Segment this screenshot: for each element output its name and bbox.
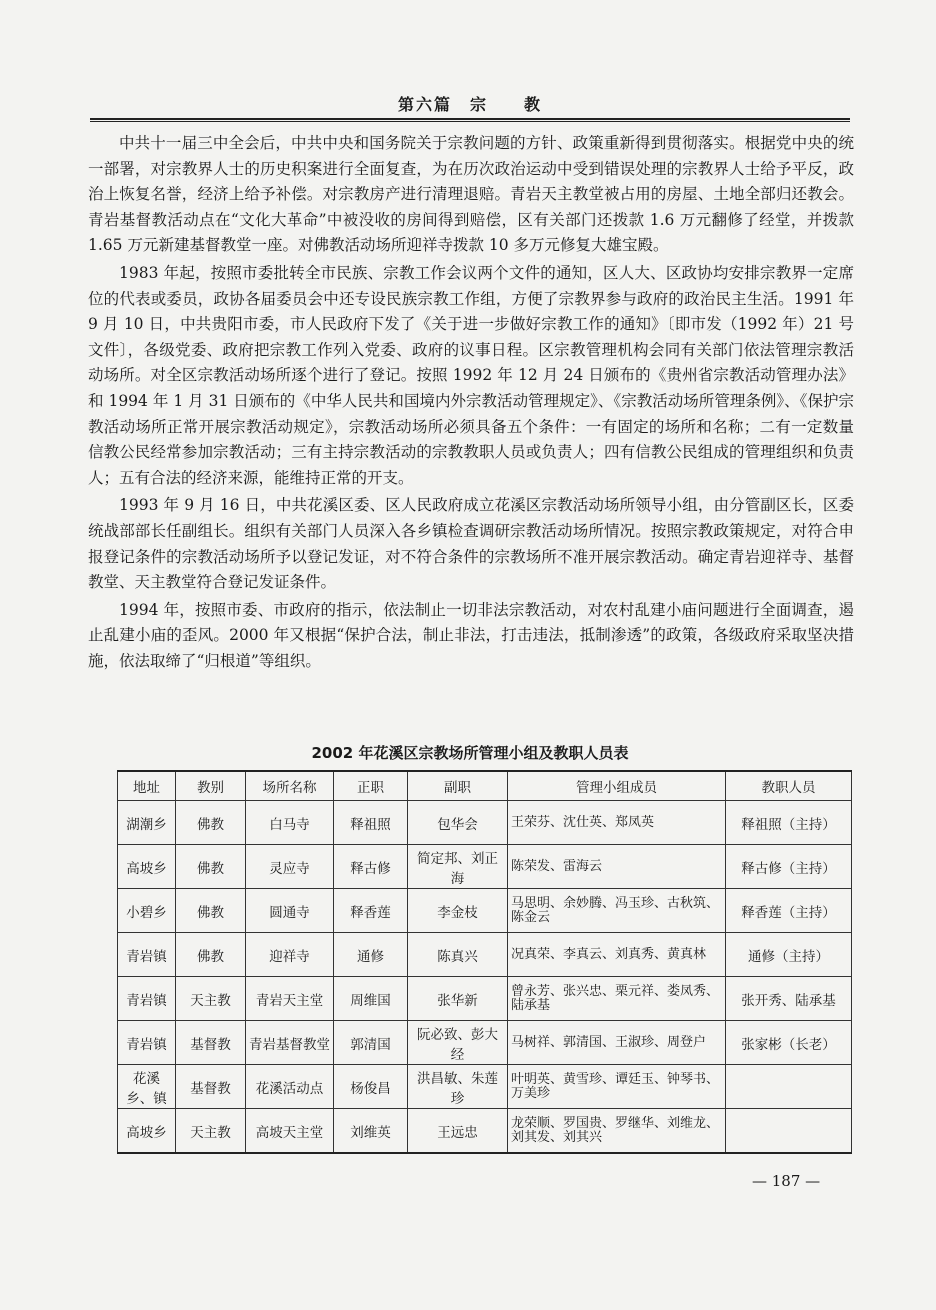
cell-site-name: 迎祥寺 [246, 933, 334, 977]
cell-address: 湖潮乡 [118, 801, 176, 845]
cell-members: 龙荣顺、罗国贵、罗继华、刘维龙、刘其发、刘其兴 [508, 1109, 726, 1154]
body-text [88, 131, 854, 676]
cell-religion: 基督教 [176, 1021, 246, 1065]
cell-clergy: 释香莲（主持） [726, 889, 852, 933]
column-header: 教别 [176, 771, 246, 801]
table-row [118, 1109, 852, 1154]
cell-deputy: 王远忠 [408, 1109, 508, 1154]
header-rule-thin [90, 121, 850, 122]
table-row [118, 1021, 852, 1065]
table-row [118, 889, 852, 933]
cell-members: 马思明、余妙腾、冯玉珍、古秋筑、陈金云 [508, 889, 726, 933]
column-header: 副职 [408, 771, 508, 801]
cell-head: 通修 [334, 933, 408, 977]
cell-religion: 佛教 [176, 845, 246, 889]
cell-members: 况真荣、李真云、刘真秀、黄真林 [508, 933, 726, 977]
cell-address: 花溪乡、镇 [118, 1065, 176, 1109]
cell-members: 陈荣发、雷海云 [508, 845, 726, 889]
cell-deputy: 张华新 [408, 977, 508, 1021]
cell-head: 郭清国 [334, 1021, 408, 1065]
cell-members: 叶明英、黄雪珍、谭廷玉、钟琴书、万美珍 [508, 1065, 726, 1109]
paragraph: 中共十一届三中全会后，中共中央和国务院关于宗教问题的方针、政策重新得到贯彻落实。根据党中央的统一部署，对宗教界人士的历史积案进行全面复查，为在历次政治运动中受到错误处理的宗教界人士给予平反，政治上恢复名誉，经济上给予补偿。对宗教房产进行清理退赔。青岩天主教堂被占用的房屋、土地全部归还教会。青岩基督教活动点在“文化大革命”中被没收的房间得到赔偿，区有关部门还拨款 1.6 万元翻修了经堂，并拨款 1.65 万元新建基督教堂一座。对佛教活动场所迎祥寺拨款 10 多万元修复大雄宝殿。 [88, 134, 854, 255]
cell-head: 释香莲 [334, 889, 408, 933]
cell-deputy: 李金枝 [408, 889, 508, 933]
table-row [118, 1065, 852, 1109]
table-header-row [118, 771, 852, 801]
cell-head: 周维国 [334, 977, 408, 1021]
cell-religion: 佛教 [176, 889, 246, 933]
cell-religion: 佛教 [176, 801, 246, 845]
page-number: — 187 — [752, 1172, 821, 1190]
cell-members: 王荣芬、沈仕英、郑凤英 [508, 801, 726, 845]
cell-site-name: 圆通寺 [246, 889, 334, 933]
cell-address: 高坡乡 [118, 845, 176, 889]
cell-deputy: 洪昌敏、朱莲珍 [408, 1065, 508, 1109]
column-header: 场所名称 [246, 771, 334, 801]
paragraph: 1994 年，按照市委、市政府的指示，依法制止一切非法宗教活动，对农村乱建小庙问题进行全面调查，遏止乱建小庙的歪风。2000 年又根据“保护合法，制止非法，打击违法，抵制渗透”的政策，各级政府采取坚决措施，依法取缔了“归根道”等组织。 [88, 600, 854, 670]
cell-clergy: 通修（主持） [726, 933, 852, 977]
cell-religion: 天主教 [176, 1109, 246, 1154]
cell-clergy: 张开秀、陆承基 [726, 977, 852, 1021]
cell-address: 高坡乡 [118, 1109, 176, 1154]
cell-address: 青岩镇 [118, 933, 176, 977]
cell-address: 青岩镇 [118, 1021, 176, 1065]
cell-site-name: 青岩天主堂 [246, 977, 334, 1021]
table-row [118, 801, 852, 845]
cell-site-name: 花溪活动点 [246, 1065, 334, 1109]
cell-deputy: 陈真兴 [408, 933, 508, 977]
cell-religion: 天主教 [176, 977, 246, 1021]
cell-head: 释古修 [334, 845, 408, 889]
running-header: 第六篇 宗 教 [397, 95, 542, 114]
header-rule [90, 118, 850, 120]
cell-site-name: 白马寺 [246, 801, 334, 845]
paragraph: 1983 年起，按照市委批转全市民族、宗教工作会议两个文件的通知，区人大、区政协均安排宗教界一定席位的代表或委员，政协各届委员会中还专设民族宗教工作组，方便了宗教界参与政府的政治民主生活。1991 年 9 月 10 日，中共贵阳市委，市人民政府下发了《关于进一步做好宗教工作的通知》〔即市发（1992 年）21 号文件〕，各级党委、政府把宗教工作列入党委、政府的议事日程。区宗教管理机构会同有关部门依法管理宗教活动场所。对全区宗教活动场所逐个进行了登记。按照 1992 年 12 月 24 日颁布的《贵州省宗教活动管理办法》和 1994 年 1 月 31 日颁布的《中华人民共和国境内外宗教活动管理规定》、《宗教活动场所管理条例》、《保护宗教活动场所正常开展宗教活动规定》，宗教活动场所必须具备五个条件：一有固定的场所和名称；二有一定数量信教公民经常参加宗教活动；三有主持宗教活动的宗教教职人员或负责人；四有信教公民组成的管理组织和负责人；五有合法的经济来源，能维持正常的开支。 [88, 263, 854, 487]
cell-head: 刘维英 [334, 1109, 408, 1154]
cell-head: 释祖照 [334, 801, 408, 845]
cell-members: 马树祥、郭清国、王淑珍、周登户 [508, 1021, 726, 1065]
cell-deputy: 阮必致、彭大经 [408, 1021, 508, 1065]
column-header: 管理小组成员 [508, 771, 726, 801]
table-row [118, 977, 852, 1021]
cell-deputy: 简定邦、刘正海 [408, 845, 508, 889]
table-row [118, 933, 852, 977]
cell-head: 杨俊昌 [334, 1065, 408, 1109]
cell-site-name: 灵应寺 [246, 845, 334, 889]
table-title: 2002 年花溪区宗教场所管理小组及教职人员表 [311, 744, 629, 762]
column-header: 正职 [334, 771, 408, 801]
column-header: 教职人员 [726, 771, 852, 801]
cell-address: 青岩镇 [118, 977, 176, 1021]
cell-clergy: 释古修（主持） [726, 845, 852, 889]
column-header: 地址 [118, 771, 176, 801]
cell-religion: 基督教 [176, 1065, 246, 1109]
cell-clergy [726, 1109, 852, 1154]
cell-members: 曾永芳、张兴忠、栗元祥、娄凤秀、陆承基 [508, 977, 726, 1021]
cell-address: 小碧乡 [118, 889, 176, 933]
religious-sites-table [117, 770, 852, 1154]
cell-clergy [726, 1065, 852, 1109]
cell-site-name: 高坡天主堂 [246, 1109, 334, 1154]
cell-clergy: 释祖照（主持） [726, 801, 852, 845]
table-row [118, 845, 852, 889]
cell-religion: 佛教 [176, 933, 246, 977]
cell-site-name: 青岩基督教堂 [246, 1021, 334, 1065]
cell-clergy: 张家彬（长老） [726, 1021, 852, 1065]
paragraph: 1993 年 9 月 16 日，中共花溪区委、区人民政府成立花溪区宗教活动场所领导小组，由分管副区长，区委统战部部长任副组长。组织有关部门人员深入各乡镇检查调研宗教活动场所情况。按照宗教政策规定，对符合申报登记条件的宗教活动场所予以登记发证，对不符合条件的宗教场所不准开展宗教活动。确定青岩迎祥寺、基督教堂、天主教堂符合登记发证条件。 [88, 496, 854, 592]
cell-deputy: 包华会 [408, 801, 508, 845]
